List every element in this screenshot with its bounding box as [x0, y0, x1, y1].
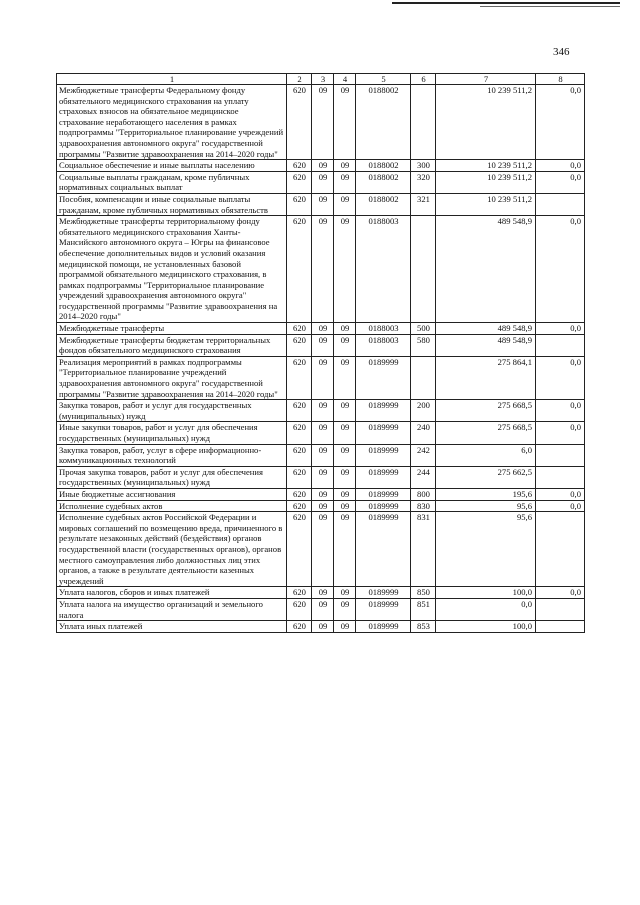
section-cell: 09 — [312, 444, 334, 466]
table-body — [57, 85, 585, 633]
row-name-cell: Иные закупки товаров, работ и услуг для обеспечения государственных (муниципальных) нужд — [57, 422, 287, 444]
admin-code-cell: 620 — [287, 334, 312, 356]
amount-cell: 100,0 — [436, 587, 536, 599]
amount-cell: 95,6 — [436, 500, 536, 512]
section-cell: 09 — [312, 466, 334, 488]
admin-code-cell: 620 — [287, 500, 312, 512]
subvention-amount-cell — [536, 444, 585, 466]
amount-cell: 6,0 — [436, 444, 536, 466]
subsection-cell: 09 — [334, 400, 356, 422]
subsection-cell: 09 — [334, 466, 356, 488]
row-name-cell: Реализация мероприятий в рамках подпрограммы "Территориальное планирование учреждений здравоохранения автономного округа" государственной программы "Развитие здравоохранения на 2014–2020 годы" — [57, 356, 287, 399]
row-name-cell: Уплата налогов, сборов и иных платежей — [57, 587, 287, 599]
amount-cell: 10 239 511,2 — [436, 85, 536, 160]
target-article-cell: 0189999 — [356, 512, 411, 587]
section-cell: 09 — [312, 587, 334, 599]
target-article-cell: 0188002 — [356, 171, 411, 193]
row-name-cell: Прочая закупка товаров, работ и услуг для обеспечения государственных (муниципальных) нужд — [57, 466, 287, 488]
table-row — [57, 444, 585, 466]
column-header-3: 3 — [312, 74, 334, 85]
expense-type-cell: 320 — [411, 171, 436, 193]
header-rule — [392, 2, 620, 4]
page-number: 346 — [553, 46, 570, 58]
subsection-cell: 09 — [334, 323, 356, 335]
expense-type-cell: 831 — [411, 512, 436, 587]
section-cell: 09 — [312, 488, 334, 500]
column-header-4: 4 — [334, 74, 356, 85]
target-article-cell: 0189999 — [356, 400, 411, 422]
column-header-2: 2 — [287, 74, 312, 85]
section-cell: 09 — [312, 193, 334, 215]
target-article-cell: 0189999 — [356, 422, 411, 444]
table-row — [57, 356, 585, 399]
section-cell: 09 — [312, 400, 334, 422]
table-row — [57, 621, 585, 633]
amount-cell: 0,0 — [436, 598, 536, 620]
subsection-cell: 09 — [334, 160, 356, 172]
expense-type-cell — [411, 85, 436, 160]
row-name-cell: Закупка товаров, работ и услуг для государственных (муниципальных) нужд — [57, 400, 287, 422]
subsection-cell: 09 — [334, 193, 356, 215]
admin-code-cell: 620 — [287, 598, 312, 620]
table-row — [57, 334, 585, 356]
expense-type-cell — [411, 356, 436, 399]
amount-cell: 95,6 — [436, 512, 536, 587]
column-header-1: 1 — [57, 74, 287, 85]
expense-type-cell: 851 — [411, 598, 436, 620]
row-name-cell: Социальное обеспечение и иные выплаты населению — [57, 160, 287, 172]
amount-cell: 275 668,5 — [436, 422, 536, 444]
target-article-cell: 0189999 — [356, 466, 411, 488]
expense-type-cell: 580 — [411, 334, 436, 356]
subvention-amount-cell — [536, 598, 585, 620]
amount-cell: 10 239 511,2 — [436, 171, 536, 193]
expense-type-cell: 321 — [411, 193, 436, 215]
row-name-cell: Пособия, компенсации и иные социальные выплаты гражданам, кроме публичных нормативных обязательств — [57, 193, 287, 215]
subsection-cell: 09 — [334, 356, 356, 399]
amount-cell: 489 548,9 — [436, 323, 536, 335]
row-name-cell: Межбюджетные трансферты бюджетам территориальных фондов обязательного медицинского страхования — [57, 334, 287, 356]
expense-type-cell: 850 — [411, 587, 436, 599]
expense-type-cell: 800 — [411, 488, 436, 500]
admin-code-cell: 620 — [287, 466, 312, 488]
subvention-amount-cell: 0,0 — [536, 160, 585, 172]
table-header-row — [57, 74, 585, 85]
subvention-amount-cell: 0,0 — [536, 400, 585, 422]
subvention-amount-cell: 0,0 — [536, 422, 585, 444]
table-row — [57, 85, 585, 160]
section-cell: 09 — [312, 598, 334, 620]
subvention-amount-cell — [536, 621, 585, 633]
column-header-7: 7 — [436, 74, 536, 85]
section-cell: 09 — [312, 323, 334, 335]
table-row — [57, 160, 585, 172]
budget-table — [56, 73, 585, 633]
header-rule-secondary — [480, 6, 620, 7]
subsection-cell: 09 — [334, 216, 356, 323]
target-article-cell: 0189999 — [356, 500, 411, 512]
budget-table-container — [56, 73, 584, 633]
admin-code-cell: 620 — [287, 160, 312, 172]
subsection-cell: 09 — [334, 422, 356, 444]
admin-code-cell: 620 — [287, 85, 312, 160]
subvention-amount-cell — [536, 466, 585, 488]
admin-code-cell: 620 — [287, 444, 312, 466]
admin-code-cell: 620 — [287, 193, 312, 215]
admin-code-cell: 620 — [287, 488, 312, 500]
subvention-amount-cell: 0,0 — [536, 85, 585, 160]
subvention-amount-cell: 0,0 — [536, 488, 585, 500]
subvention-amount-cell — [536, 193, 585, 215]
row-name-cell: Уплата налога на имущество организаций и земельного налога — [57, 598, 287, 620]
admin-code-cell: 620 — [287, 171, 312, 193]
column-header-8: 8 — [536, 74, 585, 85]
table-row — [57, 488, 585, 500]
subvention-amount-cell: 0,0 — [536, 500, 585, 512]
amount-cell: 489 548,9 — [436, 334, 536, 356]
amount-cell: 10 239 511,2 — [436, 160, 536, 172]
table-row — [57, 323, 585, 335]
amount-cell: 10 239 511,2 — [436, 193, 536, 215]
section-cell: 09 — [312, 85, 334, 160]
amount-cell: 100,0 — [436, 621, 536, 633]
section-cell: 09 — [312, 500, 334, 512]
amount-cell: 489 548,9 — [436, 216, 536, 323]
target-article-cell: 0189999 — [356, 488, 411, 500]
target-article-cell: 0188003 — [356, 323, 411, 335]
subvention-amount-cell: 0,0 — [536, 587, 585, 599]
subvention-amount-cell — [536, 512, 585, 587]
expense-type-cell: 300 — [411, 160, 436, 172]
subvention-amount-cell: 0,0 — [536, 216, 585, 323]
row-name-cell: Исполнение судебных актов — [57, 500, 287, 512]
target-article-cell: 0189999 — [356, 444, 411, 466]
target-article-cell: 0188003 — [356, 334, 411, 356]
target-article-cell: 0189999 — [356, 598, 411, 620]
admin-code-cell: 620 — [287, 356, 312, 399]
section-cell: 09 — [312, 160, 334, 172]
row-name-cell: Иные бюджетные ассигнования — [57, 488, 287, 500]
subvention-amount-cell: 0,0 — [536, 356, 585, 399]
column-header-6: 6 — [411, 74, 436, 85]
admin-code-cell: 620 — [287, 422, 312, 444]
expense-type-cell: 242 — [411, 444, 436, 466]
row-name-cell: Исполнение судебных актов Российской Федерации и мировых соглашений по возмещению вреда, причиненного в результате незаконных действий (бездействия) органов государственной власти (государственных органов), органов местного самоуправления либо должностных лиц этих органов, а также в результате деятельности казенных учреждений — [57, 512, 287, 587]
row-name-cell: Межбюджетные трансферты территориальному фонду обязательного медицинского страхования Ханты-Мансийского автономного округа – Югры на финансовое обеспечение дополнительных видов и условий оказания медицинской помощи, не установленных базовой программой обязательного медицинского страхования, в рамках подпрограммы "Территориальное планирование учреждений здравоохранения автономного округа" государственной программы "Развитие здравоохранения на 2014–2020 годы" — [57, 216, 287, 323]
subvention-amount-cell: 0,0 — [536, 171, 585, 193]
table-row — [57, 500, 585, 512]
admin-code-cell: 620 — [287, 621, 312, 633]
amount-cell: 275 668,5 — [436, 400, 536, 422]
section-cell: 09 — [312, 422, 334, 444]
admin-code-cell: 620 — [287, 323, 312, 335]
admin-code-cell: 620 — [287, 216, 312, 323]
table-row — [57, 400, 585, 422]
table-row — [57, 512, 585, 587]
subsection-cell: 09 — [334, 171, 356, 193]
expense-type-cell: 240 — [411, 422, 436, 444]
admin-code-cell: 620 — [287, 587, 312, 599]
row-name-cell: Уплата иных платежей — [57, 621, 287, 633]
table-row — [57, 171, 585, 193]
amount-cell: 195,6 — [436, 488, 536, 500]
row-name-cell: Межбюджетные трансферты — [57, 323, 287, 335]
subsection-cell: 09 — [334, 598, 356, 620]
subsection-cell: 09 — [334, 444, 356, 466]
expense-type-cell: 200 — [411, 400, 436, 422]
table-row — [57, 216, 585, 323]
subsection-cell: 09 — [334, 587, 356, 599]
target-article-cell: 0188003 — [356, 216, 411, 323]
subsection-cell: 09 — [334, 334, 356, 356]
subsection-cell: 09 — [334, 85, 356, 160]
target-article-cell: 0189999 — [356, 587, 411, 599]
expense-type-cell — [411, 216, 436, 323]
target-article-cell: 0188002 — [356, 85, 411, 160]
subsection-cell: 09 — [334, 500, 356, 512]
table-row — [57, 466, 585, 488]
amount-cell: 275 864,1 — [436, 356, 536, 399]
expense-type-cell: 500 — [411, 323, 436, 335]
table-row — [57, 193, 585, 215]
section-cell: 09 — [312, 621, 334, 633]
expense-type-cell: 830 — [411, 500, 436, 512]
subsection-cell: 09 — [334, 488, 356, 500]
section-cell: 09 — [312, 216, 334, 323]
section-cell: 09 — [312, 171, 334, 193]
target-article-cell: 0189999 — [356, 356, 411, 399]
subvention-amount-cell — [536, 334, 585, 356]
admin-code-cell: 620 — [287, 400, 312, 422]
section-cell: 09 — [312, 512, 334, 587]
column-header-5: 5 — [356, 74, 411, 85]
target-article-cell: 0188002 — [356, 193, 411, 215]
row-name-cell: Социальные выплаты гражданам, кроме публичных нормативных социальных выплат — [57, 171, 287, 193]
row-name-cell: Закупка товаров, работ, услуг в сфере информационно-коммуникационных технологий — [57, 444, 287, 466]
row-name-cell: Межбюджетные трансферты Федеральному фонду обязательного медицинского страхования на уплату страховых взносов на обязательное медицинское страхование неработающего населения в рамках подпрограммы "Территориальное планирование учреждений здравоохранения автономного округа" государственной программы "Развитие здравоохранения на 2014–2020 годы" — [57, 85, 287, 160]
amount-cell: 275 662,5 — [436, 466, 536, 488]
admin-code-cell: 620 — [287, 512, 312, 587]
expense-type-cell: 244 — [411, 466, 436, 488]
table-row — [57, 587, 585, 599]
subsection-cell: 09 — [334, 512, 356, 587]
table-row — [57, 422, 585, 444]
section-cell: 09 — [312, 334, 334, 356]
subsection-cell: 09 — [334, 621, 356, 633]
target-article-cell: 0188002 — [356, 160, 411, 172]
subvention-amount-cell: 0,0 — [536, 323, 585, 335]
expense-type-cell: 853 — [411, 621, 436, 633]
section-cell: 09 — [312, 356, 334, 399]
table-row — [57, 598, 585, 620]
target-article-cell: 0189999 — [356, 621, 411, 633]
